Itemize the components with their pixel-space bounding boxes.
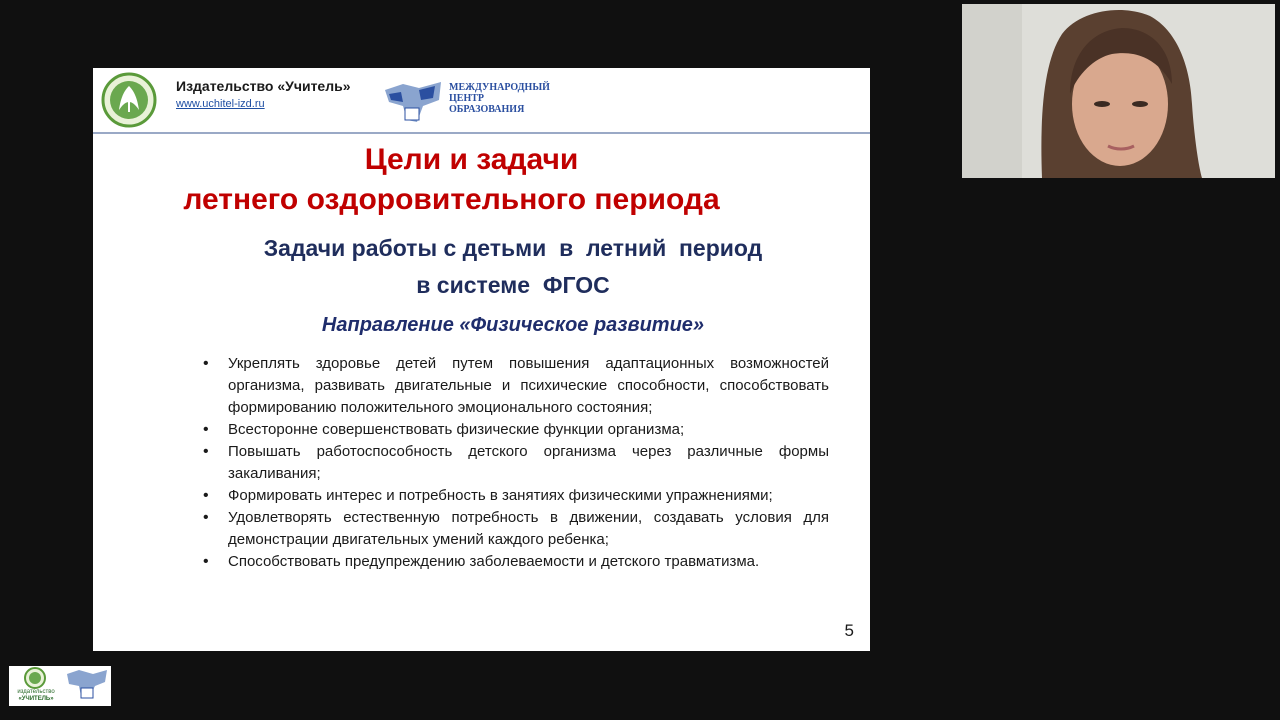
list-item: • Способствовать предупреждению заболеваемости и детского травматизма. (203, 551, 829, 573)
watermark-line1: издательство (17, 689, 55, 695)
presentation-slide (93, 68, 870, 651)
direction-heading: Направление «Физическое развитие» (321, 314, 705, 336)
publisher-logo-icon (101, 72, 157, 128)
list-item: • Повышать работоспособность детского организма через различные формы закаливания; (203, 441, 829, 485)
education-center-name (449, 82, 549, 115)
center-name-line: ОБРАЗОВАНИЯ (449, 104, 525, 115)
list-item: • Удовлетворять естественную потребность в движении, создавать условия для демонстрации двигательных умений каждого ребенка; (203, 507, 829, 551)
slide-title (93, 140, 870, 220)
slide-title-line2: летнего оздоровительного периода (183, 183, 720, 216)
slide-header (93, 68, 870, 134)
list-item: • Всесторонне совершенствовать физические функции организма; (203, 419, 829, 441)
watermark-line2: «УЧИТЕЛЬ» (18, 696, 54, 702)
slide-subtitle-line2: в системе ФГОС (416, 272, 610, 298)
slide-subtitle-line1: Задачи работы с детьми в летний период (263, 235, 763, 261)
list-item: • Формировать интерес и потребность в занятиях физическими упражнениями; (203, 485, 829, 507)
publisher-name: Издательство «Учитель» (176, 78, 351, 94)
center-name-line: ЦЕНТР (449, 93, 485, 104)
slide-subtitle (213, 230, 813, 304)
slide-title-line1: Цели и задачи (364, 143, 579, 176)
center-name-line: МЕЖДУНАРОДНЫЙ (449, 82, 550, 93)
education-center-logo-icon (383, 80, 443, 124)
page-number: 5 (844, 621, 854, 640)
bottom-watermark-logo (9, 666, 111, 706)
list-item: • Укреплять здоровье детей путем повышения адаптационных возможностей организма, развивать двигательные и психические способности, способствовать формированию положительного эмоционального состояния; (203, 353, 829, 419)
presenter-video-frame (962, 4, 1275, 178)
tasks-list (203, 353, 829, 573)
watermark-text (15, 689, 57, 703)
publisher-url-link[interactable]: www.uchitel-izd.ru (176, 98, 265, 110)
webcam-video[interactable] (962, 4, 1275, 178)
